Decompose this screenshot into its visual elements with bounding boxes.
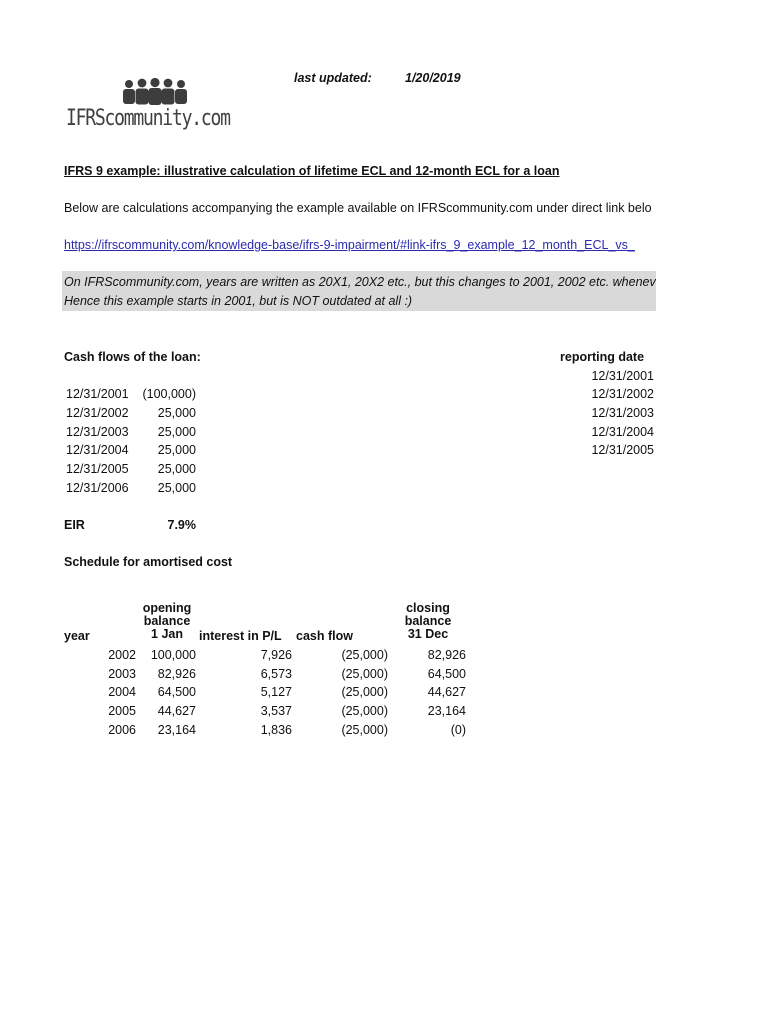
cash-flows-label: Cash flows of the loan: (64, 350, 201, 364)
cash-flow-date: 12/31/2003 (66, 425, 129, 439)
reporting-date: 12/31/2005 (591, 443, 654, 457)
page-title: IFRS 9 example: illustrative calculation of lifetime ECL and 12-month ECL for a loan (64, 164, 560, 178)
people-group-icon (120, 78, 190, 106)
interest-header: interest in P/L (199, 629, 282, 643)
logo (62, 78, 252, 140)
schedule-cash-flow: (25,000) (341, 704, 388, 718)
cash-flow-value: 25,000 (157, 481, 196, 495)
example-link[interactable]: https://ifrscommunity.com/knowledge-base/ifrs-9-impairment/#link-ifrs_9_example_12_month_ECL_vs_ (64, 238, 635, 252)
reporting-date-label: reporting date (560, 350, 645, 364)
schedule-closing: 23,164 (427, 704, 466, 718)
closing-balance-header: closing balance 31 Dec (404, 601, 452, 641)
reporting-date: 12/31/2003 (591, 406, 654, 420)
schedule-year: 2004 (108, 685, 136, 699)
cash-flow-date: 12/31/2001 (66, 387, 129, 401)
schedule-opening: 100,000 (150, 648, 196, 662)
schedule-year: 2003 (108, 667, 136, 681)
cash-flow-value: 25,000 (157, 443, 196, 457)
schedule-opening: 82,926 (157, 667, 196, 681)
schedule-cash-flow: (25,000) (341, 648, 388, 662)
note-line-2: Hence this example starts in 2001, but is NOT outdated at all :) (64, 294, 413, 308)
schedule-interest: 3,537 (260, 704, 292, 718)
intro-text: Below are calculations accompanying the example available on IFRScommunity.com under direct link belo (64, 201, 652, 215)
schedule-closing: 64,500 (427, 667, 466, 681)
note-box (62, 271, 656, 311)
year-header: year (64, 629, 90, 643)
cash-flow-header: cash flow (296, 629, 353, 643)
cash-flow-date: 12/31/2002 (66, 406, 129, 420)
schedule-interest: 5,127 (260, 685, 292, 699)
schedule-closing: 44,627 (427, 685, 466, 699)
cash-flow-value: 25,000 (157, 406, 196, 420)
logo-text: IFRScommunity.com (66, 106, 230, 131)
cash-flow-date: 12/31/2005 (66, 462, 129, 476)
cash-flow-value: 25,000 (157, 462, 196, 476)
last-updated-label: last updated: (294, 71, 372, 85)
reporting-date: 12/31/2002 (591, 387, 654, 401)
schedule-interest: 6,573 (260, 667, 292, 681)
schedule-year: 2005 (108, 704, 136, 718)
schedule-cash-flow: (25,000) (341, 667, 388, 681)
schedule-year: 2002 (108, 648, 136, 662)
schedule-opening: 44,627 (157, 704, 196, 718)
schedule-year: 2006 (108, 723, 136, 737)
schedule-closing: 82,926 (427, 648, 466, 662)
schedule-cash-flow: (25,000) (341, 685, 388, 699)
schedule-interest: 7,926 (260, 648, 292, 662)
schedule-opening: 23,164 (157, 723, 196, 737)
cash-flow-date: 12/31/2004 (66, 443, 129, 457)
schedule-cash-flow: (25,000) (341, 723, 388, 737)
reporting-date: 12/31/2004 (591, 425, 654, 439)
eir-label: EIR (64, 518, 85, 532)
schedule-opening: 64,500 (157, 685, 196, 699)
reporting-date: 12/31/2001 (591, 369, 654, 383)
schedule-closing: (0) (450, 723, 466, 737)
opening-balance-header: opening balance 1 Jan (142, 601, 192, 641)
cash-flow-value: 25,000 (157, 425, 196, 439)
cash-flow-value: (100,000) (142, 387, 196, 401)
schedule-label: Schedule for amortised cost (64, 555, 233, 569)
schedule-interest: 1,836 (260, 723, 292, 737)
last-updated-value: 1/20/2019 (405, 71, 461, 85)
cash-flow-date: 12/31/2006 (66, 481, 129, 495)
eir-value: 7.9% (167, 518, 196, 532)
note-line-1: On IFRScommunity.com, years are written as 20X1, 20X2 etc., but this changes to 2001, 2002 etc. whenev (64, 275, 656, 289)
